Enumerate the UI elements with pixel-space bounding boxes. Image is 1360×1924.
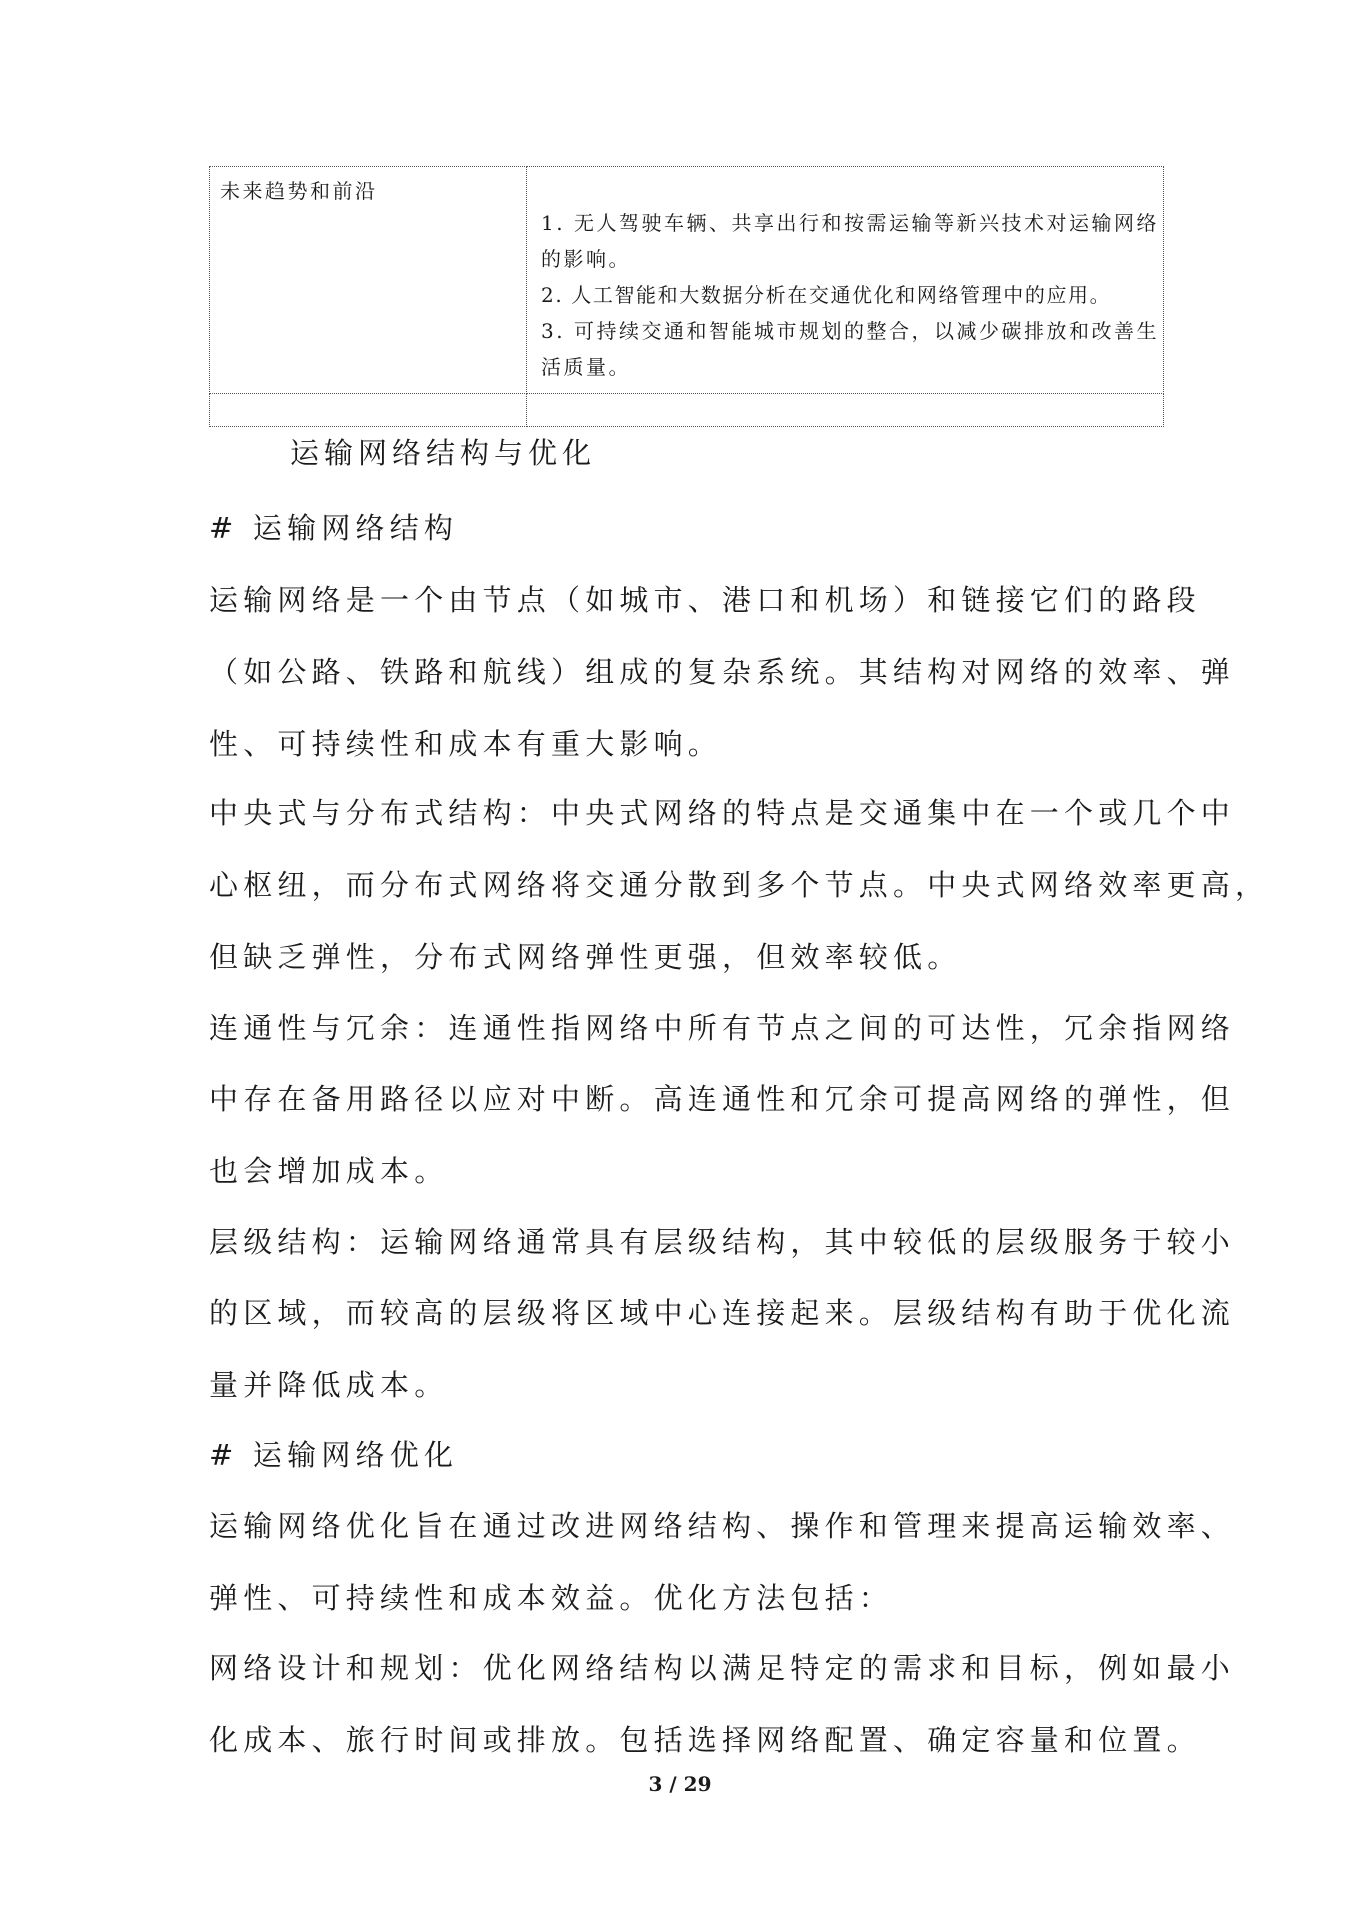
table-cell-empty xyxy=(210,394,527,427)
paragraph-line: 但缺乏弹性，分布式网络弹性更强，但效率较低。 xyxy=(209,940,962,974)
paragraph-line: 连通性与冗余：连通性指网络中所有节点之间的可达性，冗余指网络 xyxy=(209,1011,1236,1045)
table-cell-content xyxy=(527,167,1164,394)
paragraph-line: 量并降低成本。 xyxy=(209,1368,449,1402)
list-item: 2. 人工智能和大数据分析在交通优化和网络管理中的应用。 xyxy=(541,283,1112,307)
table-cell-label: 未来趋势和前沿 xyxy=(210,167,527,394)
paragraph-line: 网络设计和规划：优化网络结构以满足特定的需求和目标，例如最小 xyxy=(209,1651,1236,1685)
summary-table xyxy=(209,166,1164,427)
paragraph-line: 也会增加成本。 xyxy=(209,1154,449,1188)
heading-network-optimization: # 运输网络优化 xyxy=(209,1438,459,1472)
list-item: 3. 可持续交通和智能城市规划的整合，以减少碳排放和改善生活质量。 xyxy=(541,319,1159,379)
paragraph-line: 的区域，而较高的层级将区域中心连接起来。层级结构有助于优化流 xyxy=(209,1296,1236,1330)
table-row xyxy=(210,167,1164,394)
paragraph-line: 中存在备用路径以应对中断。高连通性和冗余可提高网络的弹性，但 xyxy=(209,1082,1236,1116)
paragraph-line: 中央式与分布式结构：中央式网络的特点是交通集中在一个或几个中 xyxy=(209,796,1236,830)
paragraph-line: 化成本、旅行时间或排放。包括选择网络配置、确定容量和位置。 xyxy=(209,1723,1201,1757)
paragraph-line: 层级结构：运输网络通常具有层级结构，其中较低的层级服务于较小 xyxy=(209,1225,1236,1259)
paragraph-line: 运输网络优化旨在通过改进网络结构、操作和管理来提高运输效率、 xyxy=(209,1509,1236,1543)
paragraph-line: 心枢纽，而分布式网络将交通分散到多个节点。中央式网络效率更高， xyxy=(209,868,1270,902)
paragraph-line: （如公路、铁路和航线）组成的复杂系统。其结构对网络的效率、弹 xyxy=(209,655,1236,689)
list-item: 1. 无人驾驶车辆、共享出行和按需运输等新兴技术对运输网络的影响。 xyxy=(541,211,1159,271)
paragraph-line: 运输网络是一个由节点（如城市、港口和机场）和链接它们的路段 xyxy=(209,583,1201,617)
table-cell-empty xyxy=(527,394,1164,427)
heading-network-structure: # 运输网络结构 xyxy=(209,511,459,545)
paragraph-line: 弹性、可持续性和成本效益。优化方法包括： xyxy=(209,1581,894,1615)
section-title: 运输网络结构与优化 xyxy=(290,436,597,470)
page-number: 3 / 29 xyxy=(648,1772,712,1796)
paragraph-line: 性、可持续性和成本有重大影响。 xyxy=(209,727,723,761)
table-row-empty xyxy=(210,394,1164,427)
